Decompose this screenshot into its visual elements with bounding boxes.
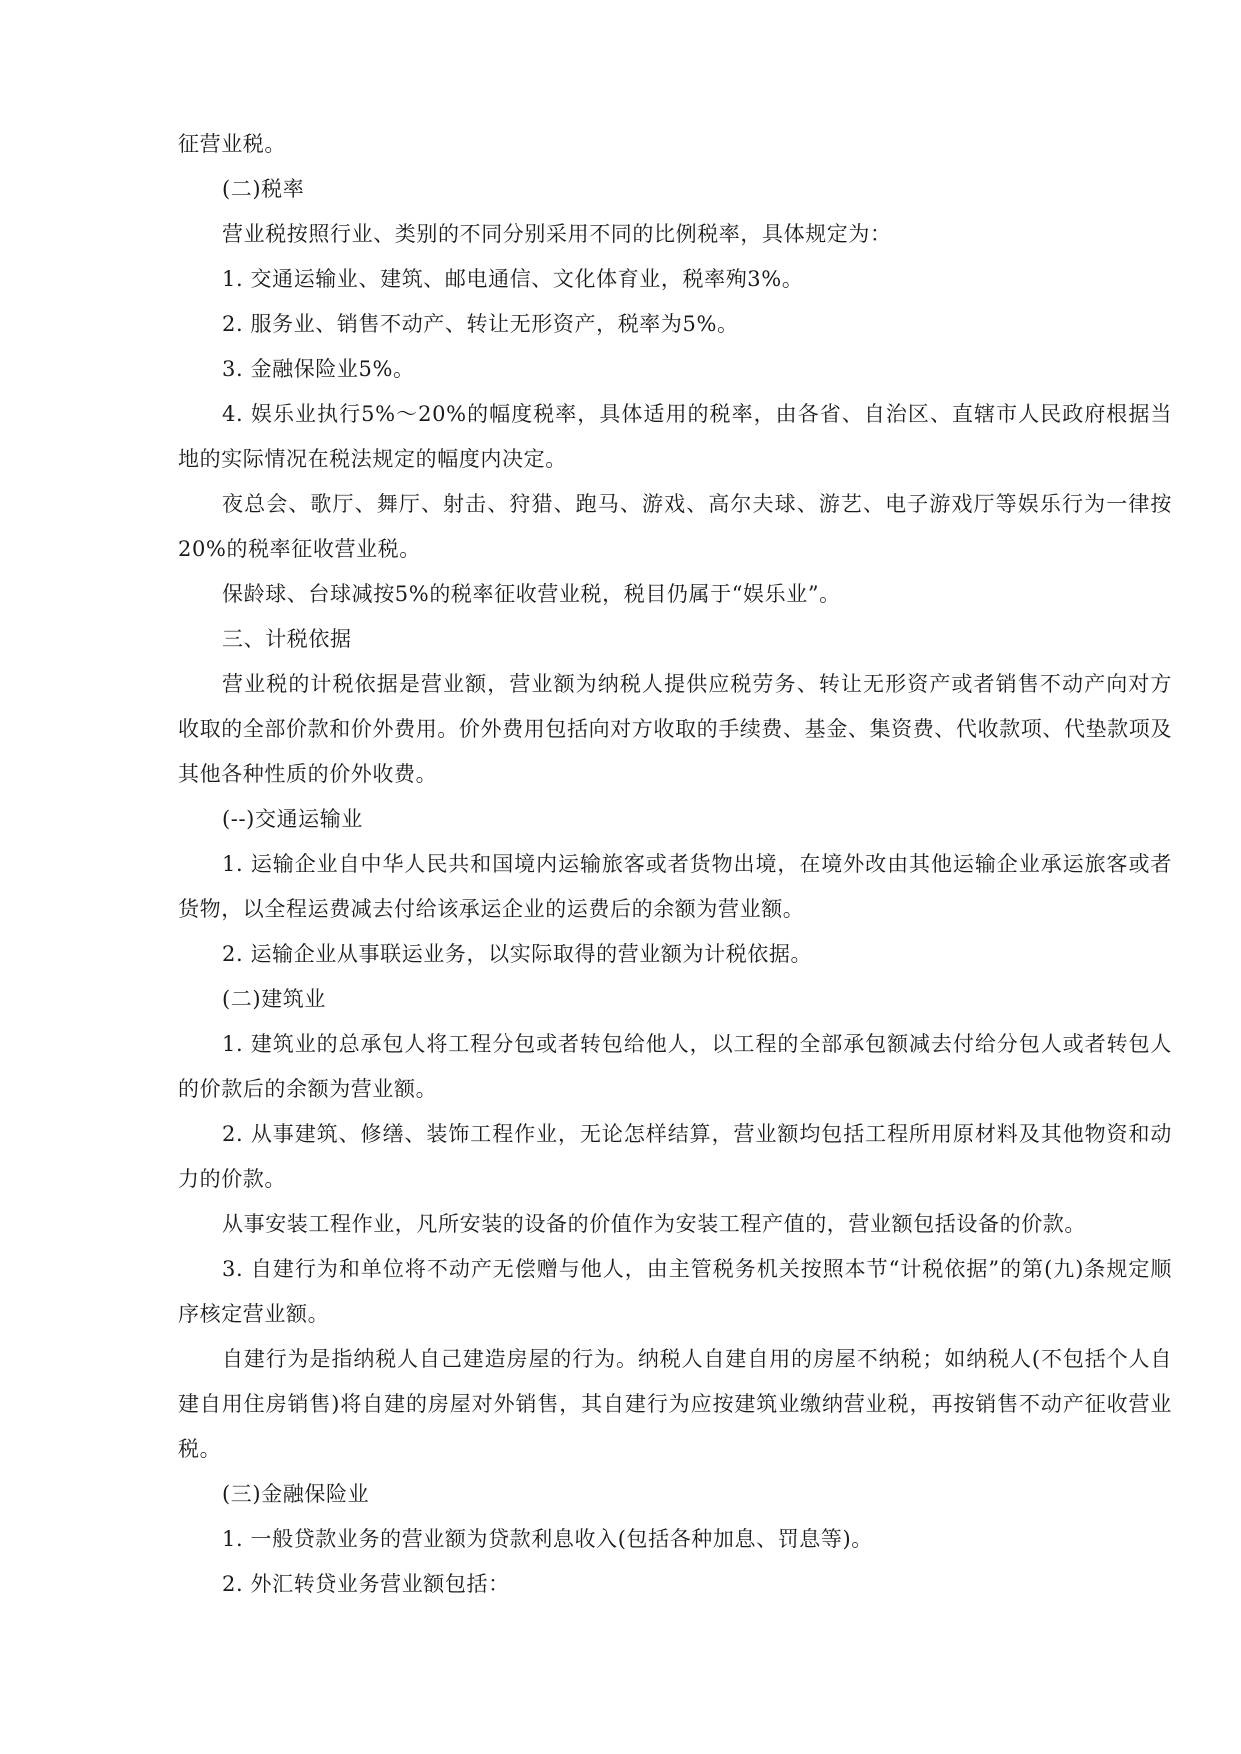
paragraph: 营业税的计税依据是营业额，营业额为纳税人提供应税劳务、转让无形资产或者销售不动产向对方收取的全部价款和价外费用。价外费用包括向对方收取的手续费、基金、集资费、代收款项、代垫款项及其他各种性质的价外收费。 — [178, 672, 1172, 786]
paragraph: 营业税按照行业、类别的不同分别采用不同的比例税率，具体规定为： — [222, 222, 892, 246]
paragraph: 1. 一般贷款业务的营业额为贷款利息收入(包括各种加息、罚息等)。 — [222, 1527, 873, 1551]
paragraph: 夜总会、歌厅、舞厅、射击、狩猎、跑马、游戏、高尔夫球、游艺、电子游戏厅等娱乐行为一律按20%的税率征收营业税。 — [178, 492, 1172, 561]
paragraph: 1. 运输企业自中华人民共和国境内运输旅客或者货物出境，在境外改由其他运输企业承运旅客或者货物，以全程运费减去付给该承运企业的运费后的余额为营业额。 — [178, 852, 1172, 921]
paragraph: (二)建筑业 — [222, 987, 326, 1011]
paragraph: (--)交通运输业 — [222, 807, 363, 831]
paragraph: 2. 从事建筑、修缮、装饰工程作业，无论怎样结算，营业额均包括工程所用原材料及其他物资和动力的价款。 — [178, 1122, 1172, 1191]
paragraph: 自建行为是指纳税人自己建造房屋的行为。纳税人自建自用的房屋不纳税；如纳税人(不包括个人自建自用住房销售)将自建的房屋对外销售，其自建行为应按建筑业缴纳营业税，再按销售不动产征收营业税。 — [178, 1347, 1172, 1461]
paragraph: 4. 娱乐业执行5%～20%的幅度税率，具体适用的税率，由各省、自治区、直辖市人民政府根据当地的实际情况在税法规定的幅度内决定。 — [178, 402, 1172, 471]
paragraph: 2. 服务业、销售不动产、转让无形资产，税率为5%。 — [222, 312, 739, 336]
paragraph: 1. 建筑业的总承包人将工程分包或者转包给他人，以工程的全部承包额减去付给分包人或者转包人的价款后的余额为营业额。 — [178, 1032, 1172, 1101]
paragraph: 保龄球、台球减按5%的税率征收营业税，税目仍属于“娱乐业”。 — [222, 582, 841, 606]
paragraph: (三)金融保险业 — [222, 1482, 370, 1506]
paragraph: 2. 运输企业从事联运业务，以实际取得的营业额为计税依据。 — [222, 942, 813, 966]
paragraph: 3. 自建行为和单位将不动产无偿赠与他人，由主管税务机关按照本节“计税依据”的第(九)条规定顺序核定营业额。 — [178, 1257, 1172, 1326]
document-body — [178, 122, 1172, 1607]
paragraph: 征营业税。 — [178, 132, 286, 156]
paragraph: (二)税率 — [222, 177, 305, 201]
paragraph: 从事安装工程作业，凡所安装的设备的价值作为安装工程产值的，营业额包括设备的价款。 — [222, 1212, 1086, 1236]
paragraph: 三、计税依据 — [222, 627, 352, 651]
paragraph: 2. 外汇转贷业务营业额包括： — [222, 1572, 510, 1596]
paragraph: 3. 金融保险业5%。 — [222, 357, 415, 381]
paragraph: 1. 交通运输业、建筑、邮电通信、文化体育业，税率殉3%。 — [222, 267, 804, 291]
